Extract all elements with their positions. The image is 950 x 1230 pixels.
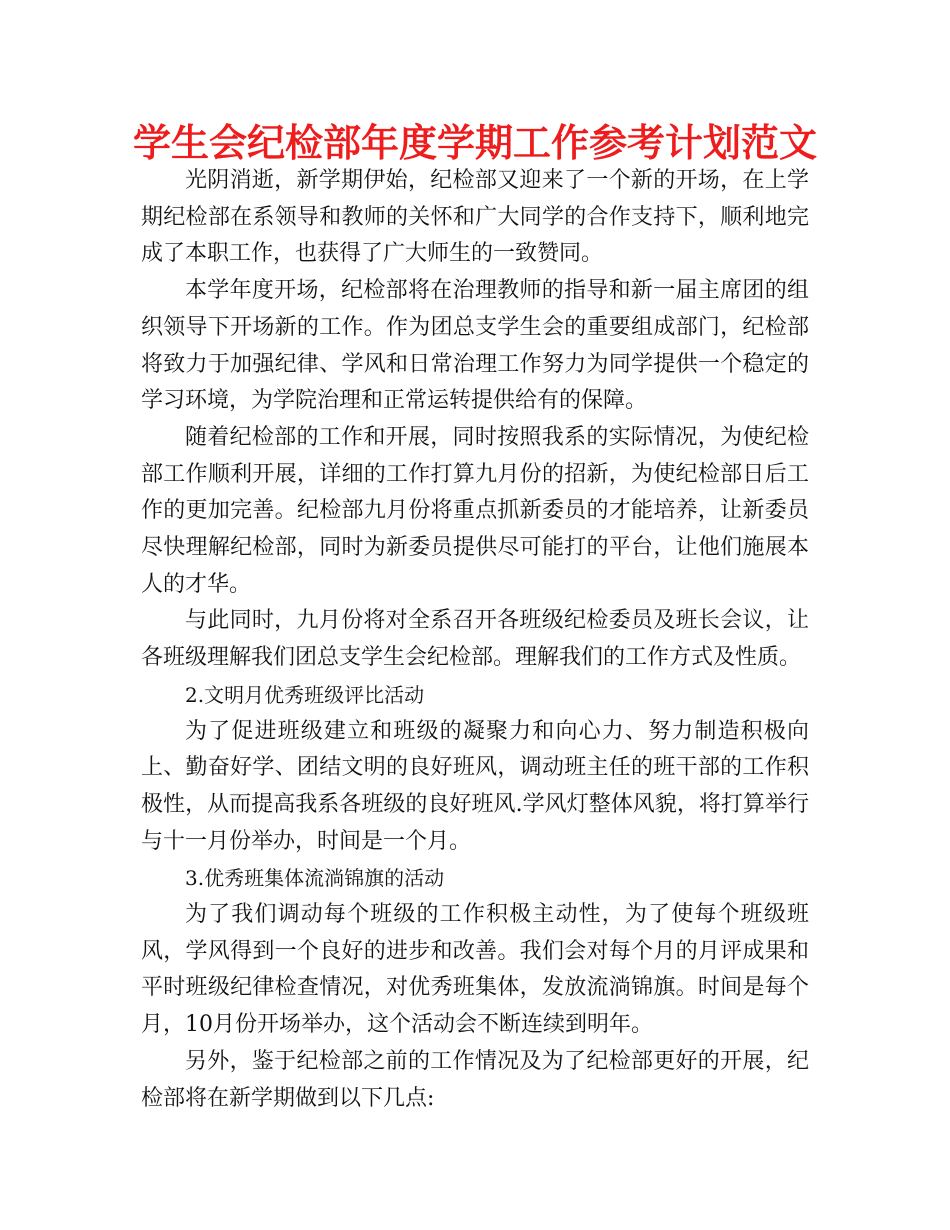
paragraph-additional: 另外，鉴于纪检部之前的工作情况及为了纪检部更好的开展，纪检部将在新学期做到以下几点:	[141, 1048, 809, 1111]
paragraph-meeting: 与此同时，九月份将对全系召开各班级纪检委员及班长会议，让各班级理解我们团总支学生会纪检部。理解我们的工作方式及性质。	[141, 608, 809, 671]
document-body	[141, 163, 809, 1117]
paragraph-intro: 光阴消逝，新学期伊始，纪检部又迎来了一个新的开场，在上学期纪检部在系领导和教师的关怀和广大同学的合作支持下，顺利地完成了本职工作，也获得了广大师生的一致赞同。	[141, 168, 809, 267]
paragraph-plan: 本学年度开场，纪检部将在治理教师的指导和新一届主席团的组织领导下开场新的工作。作为团总支学生会的重要组成部门，纪检部将致力于加强纪律、学风和日常治理工作努力为同学提供一个稳定的学习环境，为学院治理和正常运转提供给有的保障。	[141, 278, 809, 414]
paragraph-banner-activity: 为了我们调动每个班级的工作积极主动性，为了使每个班级班风，学风得到一个良好的进步和改善。我们会对每个月的月评成果和平时班级纪律检查情况，对优秀班集体，发放流淌锦旗。时间是每个月，10月份开场举办，这个活动会不断连续到明年。	[141, 902, 809, 1038]
paragraph-recruitment: 随着纪检部的工作和开展，同时按照我系的实际情况，为使纪检部工作顺利开展，详细的工作打算九月份的招新，为使纪检部日后工作的更加完善。纪检部九月份将重点抓新委员的才能培养，让新委员尽快理解纪检部，同时为新委员提供尽可能打的平台，让他们施展本人的才华。	[141, 424, 809, 597]
section-heading-2: 2.文明月优秀班级评比活动	[185, 682, 425, 707]
document-title: 学生会纪检部年度学期工作参考计划范文	[132, 121, 817, 165]
paragraph-civilization-month: 为了促进班级建立和班级的凝聚力和向心力、努力制造积极向上、勤奋好学、团结文明的良好班风，调动班主任的班干部的工作积极性，从而提高我系各班级的良好班风.学风灯整体风貌，将打算举行与十一月份举办，时间是一个月。	[141, 718, 809, 854]
section-heading-3: 3.优秀班集体流淌锦旗的活动	[185, 866, 445, 891]
